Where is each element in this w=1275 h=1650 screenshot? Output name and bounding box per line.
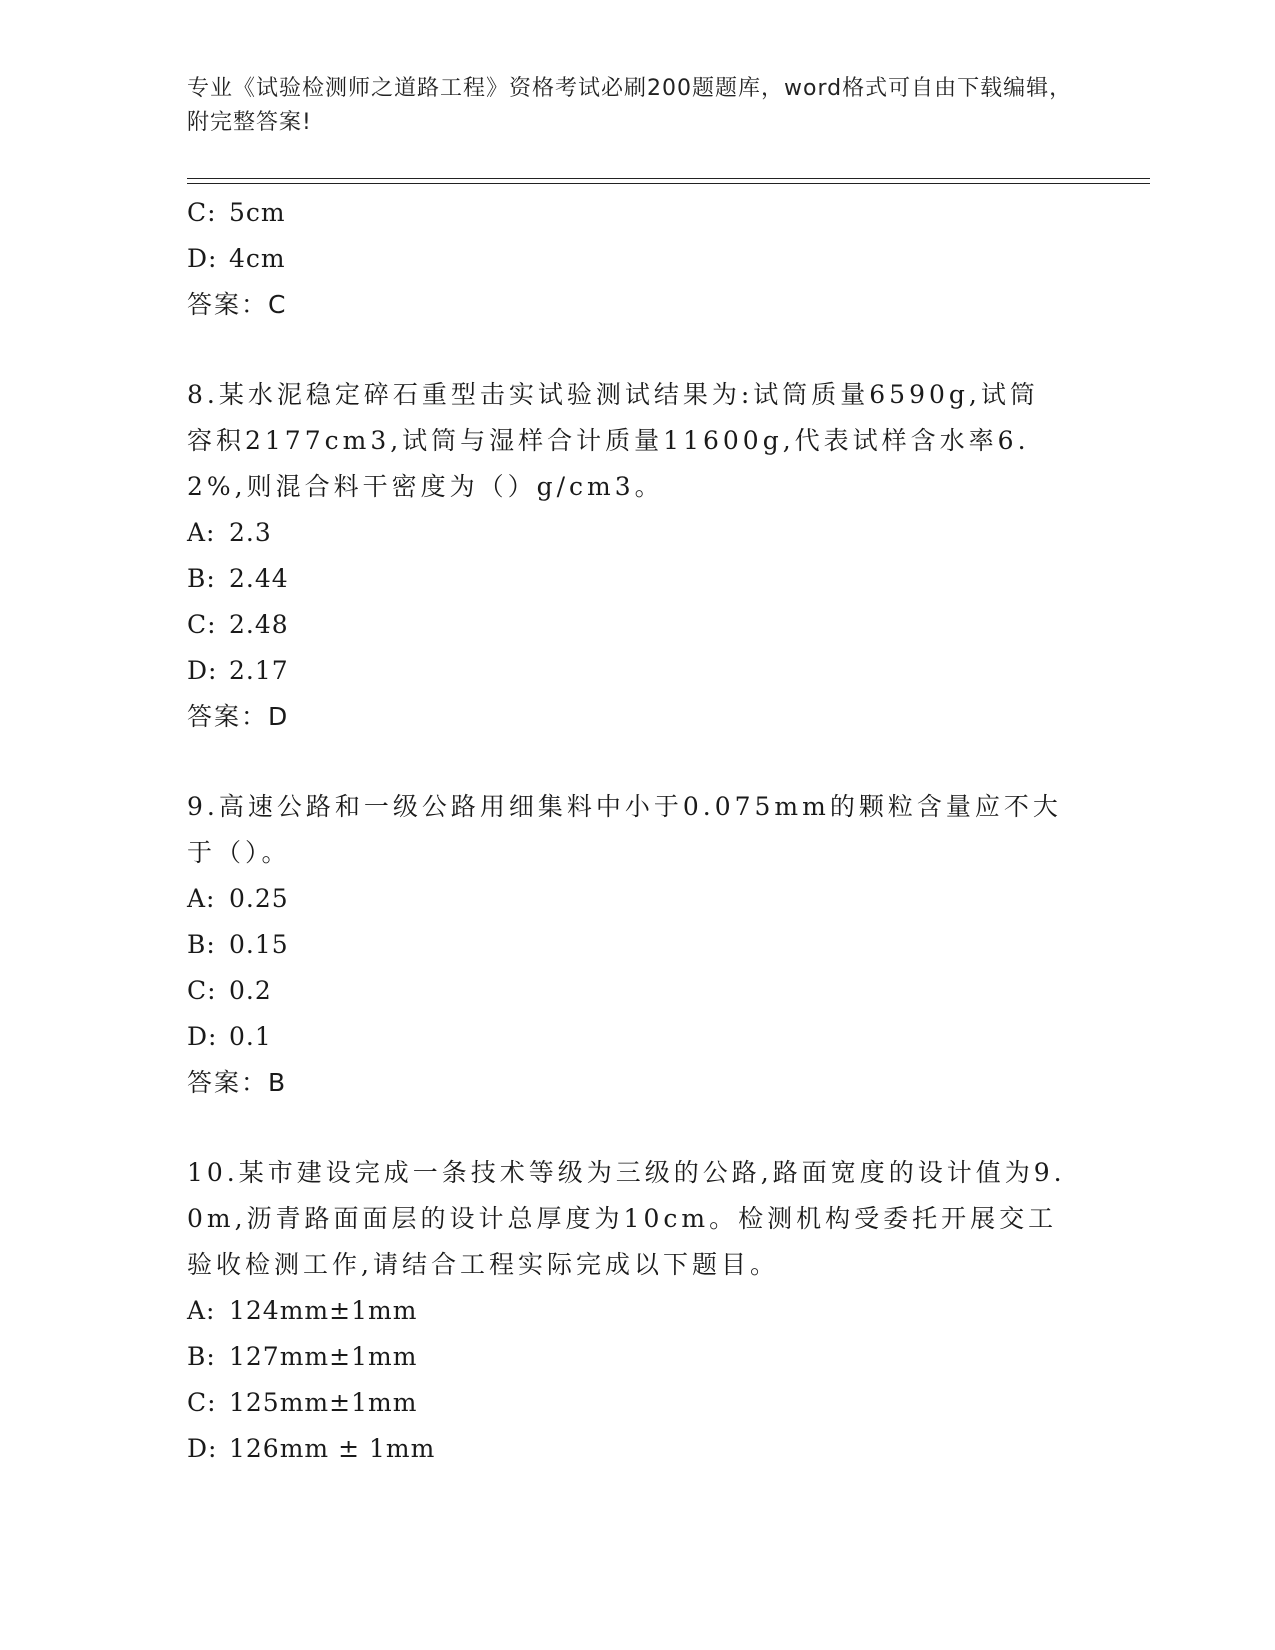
header-divider-secondary	[187, 183, 1150, 184]
option-d: D: 126mm ± 1mm	[187, 1434, 436, 1463]
option-a: A: 0.25	[187, 884, 289, 913]
header-divider	[187, 178, 1150, 179]
option-d: D: 0.1	[187, 1022, 272, 1051]
continued-question-block	[187, 190, 1087, 328]
question-block-8	[187, 372, 1087, 740]
question-block-10	[187, 1150, 1087, 1472]
option-c: C: 0.2	[187, 976, 272, 1005]
option-b: B: 0.15	[187, 930, 289, 959]
option-b: B: 127mm±1mm	[187, 1342, 418, 1371]
option-b: B: 2.44	[187, 564, 289, 593]
option-c: C: 5cm	[187, 198, 286, 227]
question-text: 9.高速公路和一级公路用细集料中小于0.075mm的颗粒含量应不大于（）。	[187, 792, 1062, 867]
option-c: C: 125mm±1mm	[187, 1388, 418, 1417]
question-text: 8.某水泥稳定碎石重型击实试验测试结果为:试筒质量6590g,试筒容积2177cm3,试筒与湿样合计质量11600g,代表试样含水率6.2%,则混合料干密度为（）g/cm3。	[187, 380, 1039, 501]
answer: 答案：C	[187, 290, 288, 319]
question-text: 10.某市建设完成一条技术等级为三级的公路,路面宽度的设计值为9.0m,沥青路面面层的设计总厚度为10cm。检测机构受委托开展交工验收检测工作,请结合工程实际完成以下题目。	[187, 1158, 1066, 1279]
answer: 答案：D	[187, 702, 290, 731]
question-list	[187, 190, 1087, 1472]
option-d: D: 2.17	[187, 656, 289, 685]
answer: 答案：B	[187, 1068, 288, 1097]
option-a: A: 2.3	[187, 518, 272, 547]
question-block-9	[187, 784, 1087, 1106]
option-c: C: 2.48	[187, 610, 289, 639]
page-header: 专业《试验检测师之道路工程》资格考试必刷200题题库，word格式可自由下载编辑，附完整答案!	[187, 76, 1073, 135]
option-d: D: 4cm	[187, 244, 286, 273]
option-a: A: 124mm±1mm	[187, 1296, 418, 1325]
